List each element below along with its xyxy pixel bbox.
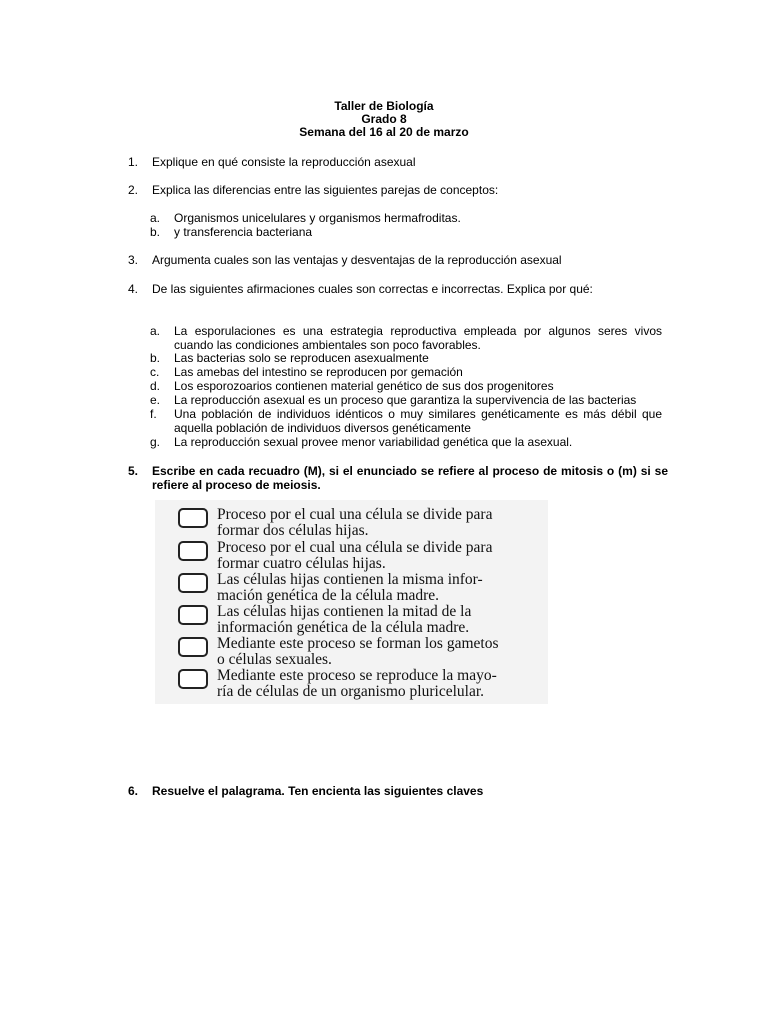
exercise-line: o células sexuales.	[217, 651, 332, 668]
item-text: Los esporozoarios contienen material genético de sus dos progenitores	[174, 379, 554, 393]
question-3	[128, 253, 668, 267]
item-letter: g.	[150, 435, 161, 449]
exercise-line: Mediante este proceso se forman los gametos	[217, 635, 499, 652]
list-item	[150, 211, 662, 225]
list-item	[150, 393, 662, 407]
list-item	[150, 407, 662, 435]
document-header	[0, 100, 768, 139]
question-1	[128, 155, 668, 169]
document-week: Semana del 16 al 20 de marzo	[299, 125, 469, 139]
exercise-line: Proceso por el cual una célula se divide para	[217, 539, 493, 556]
list-item	[150, 379, 662, 393]
exercise-line: Las células hijas contienen la misma infor-	[217, 571, 483, 588]
question-text: Escribe en cada recuadro (M), si el enunciado se refiere al proceso de mitosis o (m) si se refiere al proceso de meiosis.	[152, 464, 668, 492]
item-letter: c.	[150, 365, 160, 379]
question-text: De las siguientes afirmaciones cuales son correctas e incorrectas. Explica por qué:	[152, 282, 593, 296]
item-text: La esporulaciones es una estrategia reproductiva empleada por algunos seres vivos cuando las condiciones ambientales son poco favorables.	[174, 324, 662, 352]
question-text: Explique en qué consiste la reproducción asexual	[152, 155, 416, 169]
question-number: 3.	[128, 253, 139, 267]
question-4	[128, 282, 668, 296]
item-text: La reproducción asexual es un proceso que garantiza la supervivencia de las bacterias	[174, 393, 637, 407]
item-text: La reproducción sexual provee menor variabilidad genética que la asexual.	[174, 435, 573, 449]
item-letter: a.	[150, 211, 161, 225]
question-text: Argumenta cuales son las ventajas y desventajas de la reproducción asexual	[152, 253, 562, 267]
question-number: 2.	[128, 183, 139, 197]
answer-box[interactable]	[178, 669, 208, 689]
item-text: Las amebas del intestino se reproducen por gemación	[174, 365, 463, 379]
item-text: y transferencia bacteriana	[174, 225, 313, 239]
question-text: Explica las diferencias entre las siguientes parejas de conceptos:	[152, 183, 499, 197]
question-2	[128, 183, 668, 197]
item-text: Una población de individuos idénticos o muy similares genéticamente es más débil que aquella población de individuos diversos genéticamente	[174, 407, 662, 435]
exercise-line: ría de células de un organismo pluricelular.	[217, 683, 485, 700]
question-5	[128, 464, 668, 492]
list-item	[150, 365, 662, 379]
item-text: Las bacterias solo se reproducen asexualmente	[174, 351, 429, 365]
item-letter: a.	[150, 324, 161, 338]
answer-box[interactable]	[178, 508, 208, 528]
exercise-line: formar dos células hijas.	[217, 522, 369, 539]
answer-box[interactable]	[178, 605, 208, 625]
question-6	[128, 784, 668, 798]
item-text: Organismos unicelulares y organismos hermafroditas.	[174, 211, 461, 225]
list-item	[150, 225, 662, 239]
answer-box[interactable]	[178, 573, 208, 593]
exercise-line: Las células hijas contienen la mitad de la	[217, 603, 472, 620]
list-item	[150, 435, 662, 449]
scanned-exercise-image	[155, 500, 548, 704]
answer-box[interactable]	[178, 541, 208, 561]
document-title: Taller de Biología	[334, 99, 434, 113]
item-letter: f.	[150, 407, 157, 421]
item-letter: b.	[150, 225, 161, 239]
list-item	[150, 351, 662, 365]
exercise-line: formar cuatro células hijas.	[217, 555, 386, 572]
question-text: Resuelve el palagrama. Ten encienta las siguientes claves	[152, 784, 484, 798]
item-letter: b.	[150, 351, 161, 365]
document-grade: Grado 8	[361, 112, 407, 126]
exercise-line: Mediante este proceso se reproduce la mayo-	[217, 667, 497, 684]
list-item	[150, 324, 662, 352]
question-number: 6.	[128, 784, 139, 798]
exercise-line: Proceso por el cual una célula se divide para	[217, 506, 493, 523]
item-letter: d.	[150, 379, 161, 393]
question-number: 4.	[128, 282, 139, 296]
exercise-line: mación genética de la célula madre.	[217, 587, 440, 604]
answer-box[interactable]	[178, 637, 208, 657]
question-number: 1.	[128, 155, 139, 169]
exercise-line: información genética de la célula madre.	[217, 619, 470, 636]
item-letter: e.	[150, 393, 161, 407]
question-number: 5.	[128, 464, 139, 478]
